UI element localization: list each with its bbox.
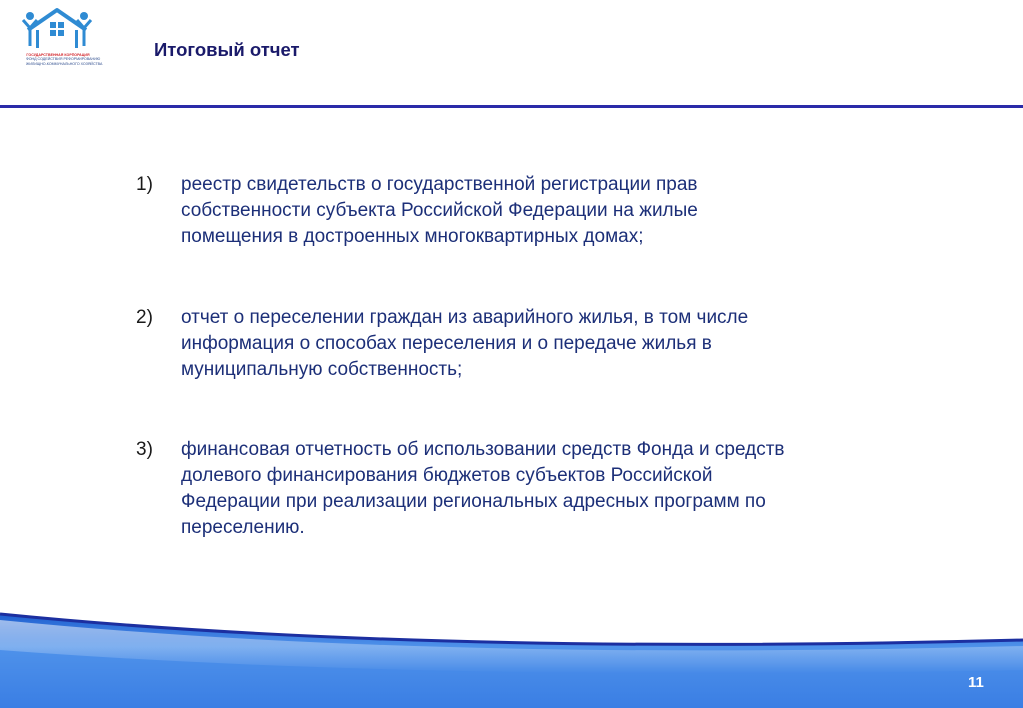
list-item-line: муниципальную собственность; xyxy=(181,359,463,380)
list-item-text xyxy=(181,437,951,541)
list-item-line: помещения в достроенных многоквартирных домах; xyxy=(181,226,644,247)
list-item-line: отчет о переселении граждан из аварийного жилья, в том числе xyxy=(181,307,749,328)
list-item-line: собственности субъекта Российской Федерации на жилые xyxy=(181,200,698,221)
list-item-text xyxy=(181,172,951,250)
list-item-line: реестр свидетельств о государственной регистрации прав xyxy=(181,174,698,195)
list-item-number: 1) xyxy=(136,174,153,195)
list-item-line: Федерации при реализации региональных адресных программ по xyxy=(181,491,766,512)
logo xyxy=(20,6,103,70)
list-item-line: долевого финансирования бюджетов субъектов Российской xyxy=(181,465,713,486)
header-divider xyxy=(0,105,1023,108)
list-item-line: финансовая отчетность об использовании средств Фонда и средств xyxy=(181,439,785,460)
list-item-line: переселению. xyxy=(181,517,305,538)
logo-text-line: ФОНД СОДЕЙСТВИЯ РЕФОРМИРОВАНИЮ xyxy=(26,57,101,62)
logo-text-line: ЖИЛИЩНО-КОММУНАЛЬНОГО ХОЗЯЙСТВА xyxy=(26,61,103,66)
list-item-text xyxy=(181,305,951,383)
logo-text-line: ГОСУДАРСТВЕННАЯ КОРПОРАЦИЯ xyxy=(26,53,90,57)
list-item-number: 2) xyxy=(136,307,153,328)
page-number: 11 xyxy=(968,674,984,691)
house-people-logo-icon xyxy=(20,6,94,54)
page-title: Итоговый отчет xyxy=(154,39,300,60)
list-item-number: 3) xyxy=(136,439,153,460)
logo-text xyxy=(26,53,103,66)
list-item-line: информация о способах переселения и о передаче жилья в xyxy=(181,333,712,354)
footer-wave xyxy=(0,600,1023,708)
